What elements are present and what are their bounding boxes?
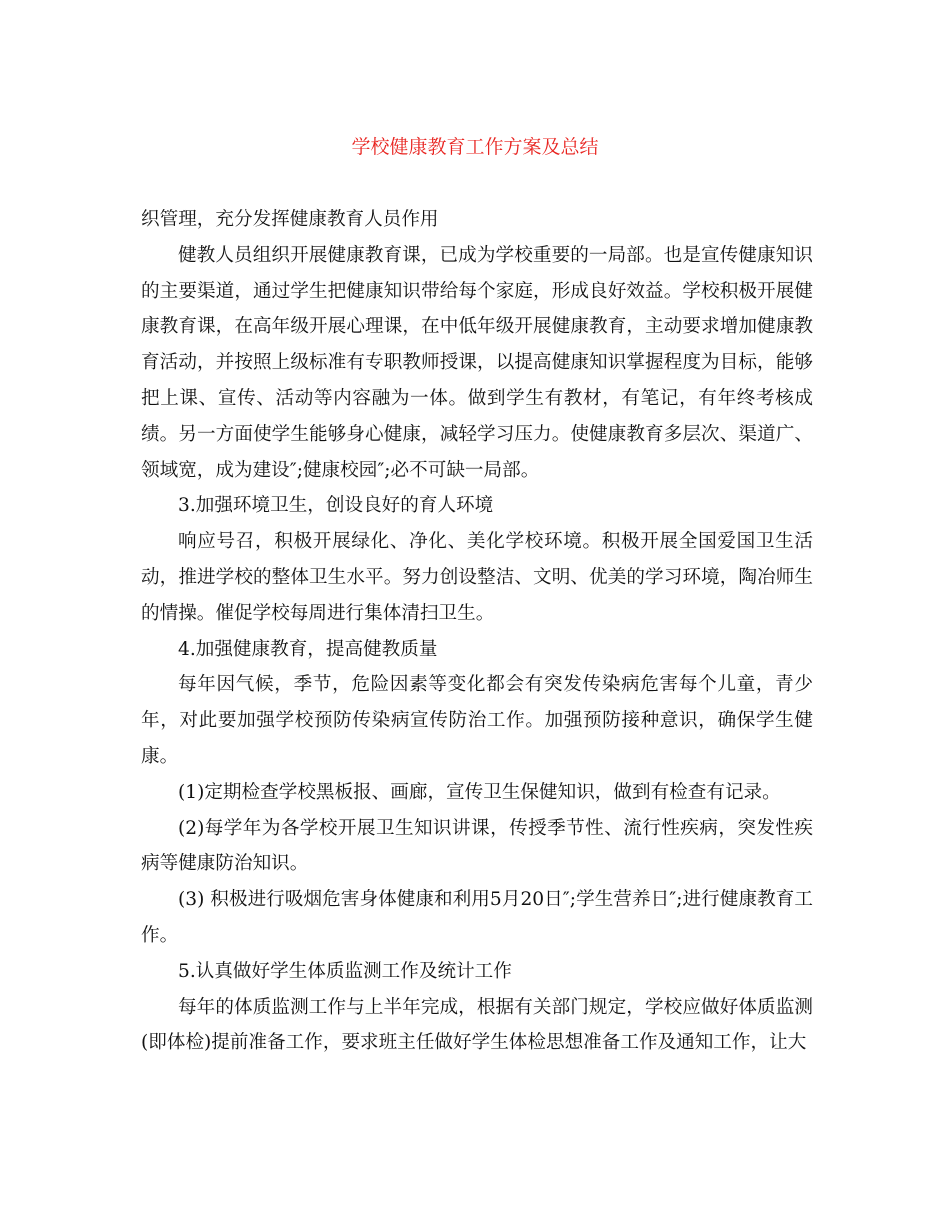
paragraph: 每年因气候，季节，危险因素等变化都会有突发传染病危害每个儿童，青少年，对此要加强学校预防传染病宣传防治工作。加强预防接种意识，确保学生健康。 bbox=[141, 674, 813, 767]
document-title: 学校健康教育工作方案及总结 bbox=[351, 136, 599, 158]
paragraph: 响应号召，积极开展绿化、净化、美化学校环境。积极开展全国爱国卫生活动，推进学校的整体卫生水平。努力创设整洁、文明、优美的学习环境，陶冶师生的情操。催促学校每周进行集体清扫卫生。 bbox=[141, 531, 813, 624]
section-heading: 5.认真做好学生体质监测工作及统计工作 bbox=[178, 960, 512, 982]
section-heading: 3.加强环境卫生，创设良好的育人环境 bbox=[178, 495, 494, 517]
paragraph: 每年的体质监测工作与上半年完成，根据有关部门规定，学校应做好体质监测(即体检)提前准备工作，要求班主任做好学生体检思想准备工作及通知工作，让大 bbox=[141, 996, 813, 1054]
list-item: (3) 积极进行吸烟危害身体健康和利用5月20日″;学生营养日″;进行健康教育工作。 bbox=[141, 889, 813, 946]
section-heading: 4.加强健康教育，提高健教质量 bbox=[178, 638, 438, 660]
list-item: (2)每学年为各学校开展卫生知识讲课，传授季节性、流行性疾病，突发性疾病等健康防治知识。 bbox=[141, 817, 813, 875]
paragraph-continuation: 织管理，充分发挥健康教育人员作用 bbox=[141, 209, 439, 230]
list-item: (1)定期检查学校黑板报、画廊，宣传卫生保健知识，做到有检查有记录。 bbox=[178, 781, 781, 803]
paragraph: 健教人员组织开展健康教育课，已成为学校重要的一局部。也是宣传健康知识的主要渠道，通过学生把健康知识带给每个家庭，形成良好效益。学校积极开展健康教育课，在高年级开展心理课，在中低年级开展健康教育，主动要求增加健康教育活动，并按照上级标准有专职教师授课，以提高健康知识掌握程度为目标，能够把上课、宣传、活动等内容融为一体。做到学生有教材，有笔记，有年终考核成绩。另一方面使学生能够身心健康，减轻学习压力。使健康教育多层次、渠道广、领域宽，成为建设″;健康校园″;必不可缺一局部。 bbox=[141, 244, 813, 481]
document-body bbox=[141, 202, 813, 1061]
